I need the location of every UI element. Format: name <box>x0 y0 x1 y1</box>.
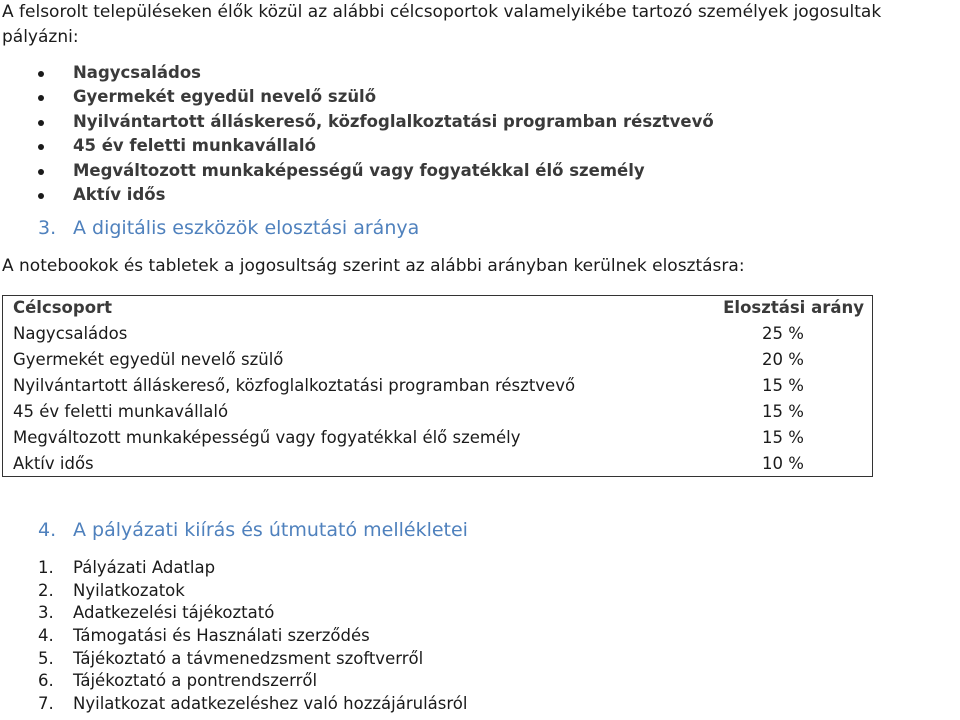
bullet-icon <box>38 120 44 126</box>
list-item: 3. Adatkezelési tájékoztató <box>38 603 275 623</box>
bullet-icon <box>38 169 44 175</box>
list-item: Nyilvántartott álláskereső, közfoglalkoztatási programban résztvevő <box>0 110 714 134</box>
list-item: 5. Tájékoztató a távmenedzsment szoftverről <box>38 648 424 668</box>
section-3-heading <box>38 217 419 239</box>
table-header-row <box>13 296 872 319</box>
bullet-icon <box>38 144 44 150</box>
intro-paragraph: A felsorolt településeken élők közül az alábbi célcsoportok valamelyikébe tartozó személyek jogosultak pályázni: <box>2 2 882 47</box>
table-row: Nyilvántartott álláskereső, közfoglalkoztatási programban résztvevő 15 % <box>13 376 804 395</box>
section-title: A pályázati kiírás és útmutató mellékletei <box>73 519 468 541</box>
list-item: Megváltozott munkaképességű vagy fogyatékkal élő személy <box>0 159 714 183</box>
list-item: Aktív idős <box>0 183 714 207</box>
header-group: Célcsoport <box>13 298 113 317</box>
table-row: Aktív idős 10 % <box>13 454 804 473</box>
list-item: Gyermekét egyedül nevelő szülő <box>0 85 714 109</box>
bullet-icon <box>38 71 44 77</box>
list-item: Nagycsaládos <box>0 61 714 85</box>
list-item: 2. Nyilatkozatok <box>38 580 185 600</box>
attachment-list <box>38 557 467 716</box>
section-title: A digitális eszközök elosztási aránya <box>73 217 420 239</box>
table-row: Gyermekét egyedül nevelő szülő 20 % <box>13 350 804 369</box>
table-row: 45 év feletti munkavállaló 15 % <box>13 402 804 421</box>
list-item: 7. Nyilatkozat adatkezeléshez való hozzájárulásról <box>38 694 468 714</box>
distribution-table <box>2 295 873 477</box>
list-item: 6. Tájékoztató a pontrendszerről <box>38 671 318 691</box>
list-item: 45 év feletti munkavállaló <box>0 134 714 158</box>
distribution-paragraph: A notebookok és tabletek a jogosultság szerint az alábbi arányban kerülnek elosztásra: <box>2 256 745 276</box>
bullet-icon <box>38 193 44 199</box>
section-4-heading <box>38 519 468 541</box>
table-row: Megváltozott munkaképességű vagy fogyatékkal élő személy 15 % <box>13 428 804 447</box>
list-item: 4. Támogatási és Használati szerződés <box>38 626 370 646</box>
target-group-list <box>0 61 714 207</box>
list-item: 1. Pályázati Adatlap <box>38 558 216 577</box>
bullet-icon <box>38 95 44 101</box>
section-number: 4. <box>38 519 57 541</box>
header-ratio: Elosztási arány <box>723 298 864 317</box>
section-number: 3. <box>38 217 57 239</box>
table-row: Nagycsaládos 25 % <box>13 324 804 343</box>
